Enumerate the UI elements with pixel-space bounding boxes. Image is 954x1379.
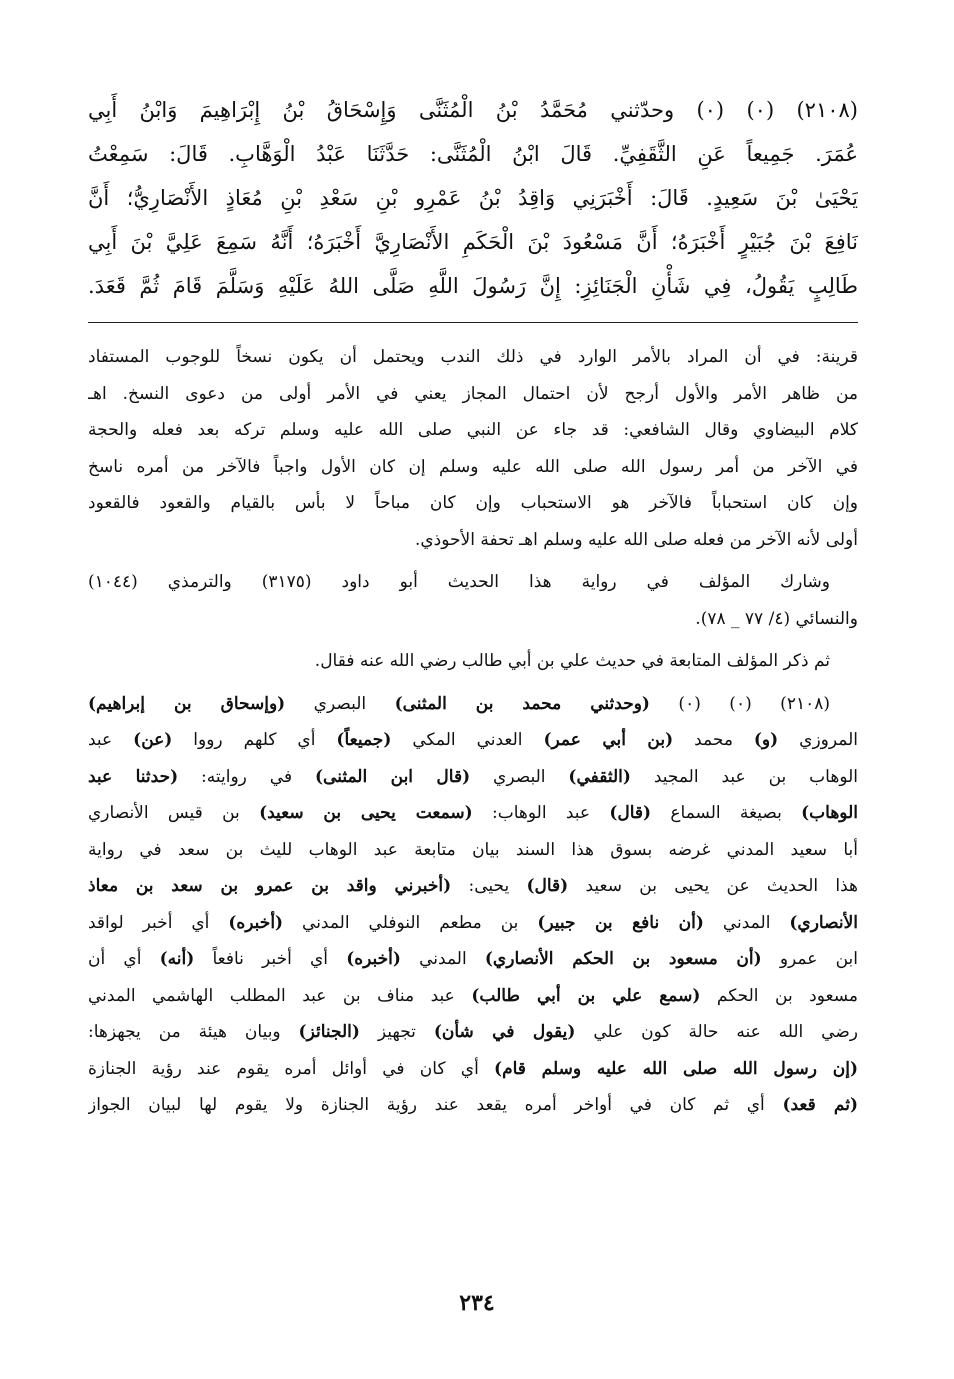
commentary-line: ثم ذكر المؤلف المتابعة في حديث علي بن أبي طالب رضي الله عنه فقال. [314, 651, 830, 671]
hadith-line: عُمَرَ. جَمِيعاً عَنِ الثَّقَفِيِّ. قَالَ ابْنُ الْمُثَنَّى: حَدَّثَنَا عَبْدُ الْوَهَّابِ. قَالَ: سَمِعْتُ [88, 142, 858, 166]
hadith-text [88, 88, 858, 308]
commentary-line: الأنصاري) المدني (أن نافع بن جبير) بن مطعم النوفلي المدني (أخبره) أي أخبر لواقد [88, 912, 858, 933]
section-divider [88, 322, 858, 323]
hadith-line: نَافِعَ بْنَ جُبَيْرٍ أَخْبَرَهُ؛ أَنَّ مَسْعُودَ بْنَ الْحَكَمِ الأَنْصَارِيَّ أَخْبَرَهُ؛ أَنَّهُ سَمِعَ عَلِيَّ بْنَ أَبِي [88, 230, 858, 254]
commentary-line: (ثم قعد) أي ثم كان في أواخر أمره يقعد عند رؤية الجنازة ولا يقوم لها لبيان الجواز [88, 1095, 858, 1115]
commentary-line: (٢١٠٨) (٠) (٠) (وحدثني محمد بن المثنى) البصري (وإسحاق بن إبراهيم) [88, 693, 830, 714]
commentary-line: والنسائي (٤/ ٧٧ _ ٧٨). [695, 608, 858, 629]
commentary-line: كلام البيضاوي وقال الشافعي: قد جاء عن النبي صلى الله عليه وسلم تركه بعد فعله والحجة [88, 420, 858, 440]
hadith-line: طَالِبٍ يَقُولُ، فِي شَأْنِ الْجَنَائِزِ: إِنَّ رَسُولَ اللَّهِ صَلَّى اللهُ عَلَيْهِ وَسَلَّمَ قَامَ ثُمَّ قَعَدَ. [88, 274, 858, 298]
commentary-line: مسعود بن الحكم (سمع علي بن أبي طالب) عبد مناف بن عبد المطلب الهاشمي المدني [88, 985, 858, 1006]
commentary-line: ابن عمرو (أن مسعود بن الحكم الأنصاري) المدني (أخبره) أي أخبر نافعاً (أنه) أي أن [88, 949, 858, 969]
commentary-line: هذا الحديث عن يحيى بن سعيد (قال) يحيى: (أخبرني واقد بن عمرو بن سعد بن معاذ [88, 876, 858, 896]
page-content [88, 88, 858, 1124]
commentary-line: أولى لأنه الآخر من فعله صلى الله عليه وسلم اهـ تحفة الأحوذي. [414, 529, 858, 550]
commentary-line: أبا سعيد المدني غرضه بسوق هذا السند بيان متابعة عبد الوهاب لليث بن سعد في رواية [88, 839, 858, 860]
commentary-line: الوهاب بن عبد المجيد (الثقفي) البصري (قال ابن المثنى) في روايته: (حدثنا عبد [88, 766, 858, 787]
commentary-line: المروزي (و) محمد (بن أبي عمر) العدني المكي (جميعاً) أي كلهم رووا (عن) عبد [88, 730, 858, 750]
commentary-line: (إن رسول الله صلى الله عليه وسلم قام) أي كان في أوائل أمره يقوم عند رؤية الجنازة [88, 1058, 858, 1079]
commentary-line: وإن كان استحباباً فالآخر هو الاستحباب وإن كان مباحاً لا بأس بالقيام والقعود فالقعود [88, 493, 858, 513]
commentary-line: الوهاب) بصيغة السماع (قال) عبد الوهاب: (سمعت يحيى بن سعيد) بن قيس الأنصاري [88, 803, 858, 823]
page-number: ٢٣٤ [459, 1290, 495, 1316]
commentary-line: وشارك المؤلف في رواية هذا الحديث أبو داود (٣١٧٥) والترمذي (١٠٤٤) [88, 572, 831, 592]
commentary [88, 339, 858, 1124]
commentary-line: قرينة: في أن المراد بالأمر الوارد في ذلك الندب ويحتمل أن يكون نسخاً للوجوب المستفاد [88, 347, 858, 367]
commentary-line: من ظاهر الأمر والأول أرجح لأن احتمال المجاز يعني في الأمر أولى من دعوى النسخ. اهـ [88, 383, 858, 404]
commentary-line: رضي الله عنه حالة كون علي (يقول في شأن) تجهيز (الجنائز) وبيان هيئة من يجهزها: [88, 1022, 858, 1042]
hadith-line: يَحْيَىٰ بْنَ سَعِيدٍ. قَالَ: أَخْبَرَنِي وَاقِدُ بْنُ عَمْرِو بْنِ سَعْدِ بْنِ مُعَاذٍ الأَنْصَارِيُّ؛ أَنَّ [88, 186, 858, 210]
hadith-line: (٢١٠٨) (٠) (٠) وحدّثني مُحَمَّدُ بْنُ الْمُثَنَّى وَإِسْحَاقُ بْنُ إِبْرَاهِيمَ وَابْنُ أَبِي [88, 98, 858, 122]
commentary-line: في الآخر من أمر رسول الله صلى الله عليه وسلم إن كان الأول واجباً فالآخر من أمره ناسخ [88, 456, 858, 477]
